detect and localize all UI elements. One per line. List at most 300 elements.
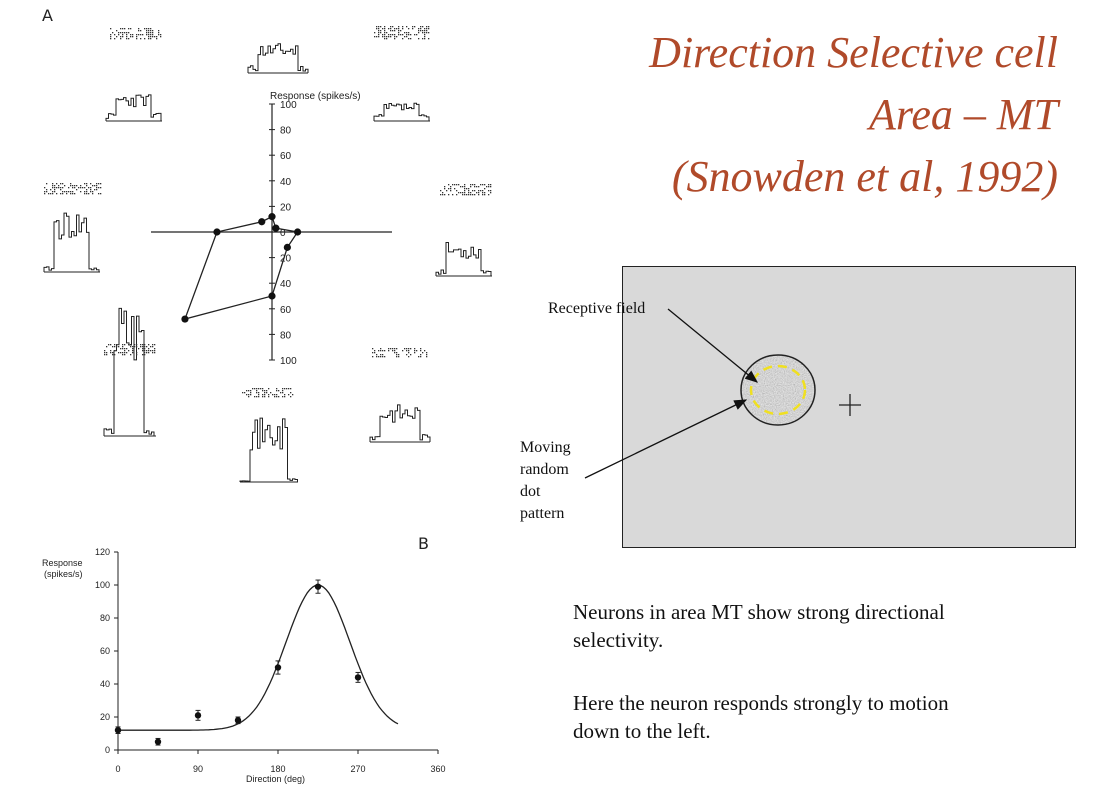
raster-tick [488,184,489,185]
polar-tick-label: 60 [280,151,292,163]
raster-tick [44,193,45,194]
raster-tick [80,191,81,192]
raster-tick [480,190,481,191]
raster-tick [416,350,417,351]
raster-tick [160,34,161,35]
raster-tick [154,348,155,349]
raster-tick [66,191,67,192]
raster-tick [142,346,143,347]
raster-tick [146,30,147,31]
raster-tick [470,184,471,185]
raster-tick [130,344,131,345]
raster-tick [398,30,399,31]
raster-tick [148,36,149,37]
tuning-curve-chart [0,540,470,790]
raster-tick [466,194,467,195]
raster-tick [100,183,101,184]
raster-tick [284,388,285,389]
raster-tick [282,390,283,391]
raster-tick [150,32,151,33]
raster-tick [94,189,95,190]
raster-tick [148,344,149,345]
raster-tick [474,184,475,185]
raster-tick [414,350,415,351]
raster-tick [390,30,391,31]
raster-tick [406,36,407,37]
raster-tick [70,191,71,192]
raster-tick [404,32,405,33]
raster-tick [158,30,159,31]
raster-tick [60,187,61,188]
raster-tick [84,191,85,192]
raster-tick [148,30,149,31]
raster-tick [410,348,411,349]
raster-tick [110,34,111,35]
raster-tick [280,392,281,393]
raster-tick [142,344,143,345]
raster-tick [98,183,99,184]
raster-tick [140,346,141,347]
raster-tick [474,190,475,191]
raster-tick [90,189,91,190]
raster-tick [142,350,143,351]
raster-tick [392,348,393,349]
raster-tick [90,187,91,188]
raster-tick [392,30,393,31]
raster-tick [80,185,81,186]
raster-tick [482,192,483,193]
raster-tick [268,396,269,397]
raster-tick [490,190,491,191]
raster-tick [374,352,375,353]
y-tick-label: 120 [94,547,110,557]
raster-tick [374,36,375,37]
raster-tick [48,193,49,194]
raster-tick [418,32,419,33]
body-line: Here the neuron responds strongly to motion [573,691,949,715]
raster-tick [110,38,111,39]
raster-tick [468,192,469,193]
panel-b-label: B [418,534,429,553]
raster-tick [484,194,485,195]
raster-tick [288,394,289,395]
raster-tick [112,354,113,355]
raster-tick [60,183,61,184]
raster-tick [144,352,145,353]
raster-tick [96,187,97,188]
raster-tick [444,188,445,189]
title-line-1: Direction Selective cell [649,28,1058,77]
raster-tick [474,194,475,195]
moving-label-line: pattern [520,505,565,522]
raster-tick [260,388,261,389]
raster-tick [446,190,447,191]
raster-tick [146,352,147,353]
y-tick-label: 20 [99,712,110,722]
raster-tick [484,188,485,189]
raster-tick [464,186,465,187]
raster-tick [478,194,479,195]
raster-tick [384,36,385,37]
raster-tick [410,38,411,39]
raster-tick [250,390,251,391]
raster-tick [150,346,151,347]
raster-tick [86,185,87,186]
histogram-trace [240,418,298,482]
raster-tick [68,191,69,192]
raster-tick [58,187,59,188]
raster-tick [440,194,441,195]
raster-tick [478,190,479,191]
raster-tick [464,184,465,185]
raster-tick [410,34,411,35]
raster-tick [384,356,385,357]
raster-tick [46,183,47,184]
x-tick-label: 180 [270,764,286,774]
polar-data-point [294,228,301,235]
raster-tick [88,193,89,194]
raster-tick [414,352,415,353]
raster-tick [76,185,77,186]
raster-tick [450,188,451,189]
raster-tick [96,183,97,184]
raster-tick [382,36,383,37]
raster-tick [382,34,383,35]
raster-tick [128,344,129,345]
raster-tick [442,194,443,195]
raster-tick [52,191,53,192]
raster-tick [70,185,71,186]
raster-tick [70,183,71,184]
raster-tick [110,36,111,37]
raster-tick [130,34,131,35]
raster-tick [408,352,409,353]
raster-tick [376,354,377,355]
raster-tick [384,28,385,29]
raster-tick [84,193,85,194]
raster-tick [122,28,123,29]
data-point [275,664,281,670]
histogram-trace [44,213,99,272]
raster-tick [422,32,423,33]
moving-label-line: Moving [520,439,571,456]
raster-tick [478,186,479,187]
raster-tick [62,183,63,184]
raster-tick [86,191,87,192]
polar-tick-label: 40 [280,279,292,291]
title-line-3: (Snowden et al, 1992) [671,152,1058,201]
raster-tick [114,344,115,345]
raster-tick [254,396,255,397]
raster-tick [456,190,457,191]
y-tick-label: 80 [99,613,110,623]
raster-tick [266,390,267,391]
body-line: selectivity. [573,628,664,652]
raster-tick [126,38,127,39]
raster-tick [118,352,119,353]
x-tick-label: 360 [430,764,446,774]
raster-tick [424,38,425,39]
polar-data-point [181,315,188,322]
raster-tick [136,352,137,353]
raster-tick [278,396,279,397]
raster-tick [86,183,87,184]
raster-tick [120,348,121,349]
raster-tick [440,190,441,191]
raster-tick [56,187,57,188]
raster-tick [398,354,399,355]
raster-tick [472,190,473,191]
raster-tick [142,354,143,355]
raster-tick [258,388,259,389]
raster-tick [132,348,133,349]
raster-tick [390,28,391,29]
histogram-trace [370,405,430,442]
polar-tick-label: 20 [280,202,292,214]
raster-tick [408,28,409,29]
raster-tick [394,38,395,39]
raster-tick [124,28,125,29]
raster-tick [122,352,123,353]
raster-tick [372,356,373,357]
raster-tick [254,388,255,389]
raster-tick [422,352,423,353]
raster-tick [140,38,141,39]
raster-tick [380,32,381,33]
raster-tick [444,194,445,195]
raster-tick [86,193,87,194]
raster-tick [126,36,127,37]
polar-data-point [268,213,275,220]
raster-tick [418,28,419,29]
raster-tick [422,26,423,27]
raster-tick [426,356,427,357]
raster-tick [122,348,123,349]
raster-tick [424,34,425,35]
raster-tick [414,348,415,349]
raster-tick [400,34,401,35]
raster-tick [426,352,427,353]
moving-label-line: random [520,461,569,478]
raster-tick [52,183,53,184]
raster-tick [76,189,77,190]
raster-tick [250,394,251,395]
raster-tick [96,185,97,186]
x-axis-label: Direction (deg) [246,774,306,784]
raster-tick [258,392,259,393]
raster-tick [148,34,149,35]
raster-tick [378,36,379,37]
raster-tick [160,36,161,37]
raster-tick [124,344,125,345]
raster-tick [482,190,483,191]
raster-tick [52,185,53,186]
gaussian-fit-line [118,585,398,730]
raster-tick [414,34,415,35]
y-axis-label-line1: Response [42,558,83,568]
raster-tick [144,28,145,29]
raster-tick [130,346,131,347]
raster-tick [246,390,247,391]
raster-tick [470,194,471,195]
raster-tick [154,344,155,345]
raster-tick [450,186,451,187]
raster-tick [480,184,481,185]
raster-tick [56,193,57,194]
raster-tick [380,30,381,31]
raster-tick [74,193,75,194]
raster-tick [380,350,381,351]
raster-tick [420,28,421,29]
raster-tick [392,26,393,27]
raster-tick [150,36,151,37]
raster-tick [482,184,483,185]
slide-title [649,22,1058,208]
raster-tick [382,354,383,355]
raster-tick [378,32,379,33]
raster-tick [418,38,419,39]
raster-tick [72,185,73,186]
raster-tick [58,185,59,186]
raster-tick [426,354,427,355]
raster-tick [464,194,465,195]
raster-tick [290,388,291,389]
raster-tick [420,354,421,355]
body-line: Neurons in area MT show strong directional [573,600,945,624]
polar-tick-label: 20 [280,253,292,265]
raster-tick [418,356,419,357]
x-tick-label: 90 [192,764,204,774]
raster-tick [448,188,449,189]
histogram-trace [248,44,308,73]
receptive-field-label: Receptive field [548,300,646,317]
raster-tick [392,34,393,35]
raster-tick [424,350,425,351]
polar-tick-label: 100 [280,356,297,367]
raster-tick [252,388,253,389]
raster-tick [128,28,129,29]
raster-tick [126,348,127,349]
raster-tick [142,34,143,35]
raster-tick [422,38,423,39]
raster-tick [396,352,397,353]
moving-label-line: dot [520,483,541,500]
raster-tick [152,344,153,345]
raster-tick [284,394,285,395]
raster-tick [388,34,389,35]
raster-tick [104,352,105,353]
histogram-trace [374,103,429,121]
raster-tick [442,192,443,193]
raster-tick [428,38,429,39]
raster-tick [408,38,409,39]
raster-tick [92,191,93,192]
raster-tick [136,354,137,355]
receptive-field-arrow [668,309,757,382]
raster-tick [136,344,137,345]
raster-tick [130,354,131,355]
raster-tick [242,392,243,393]
raster-tick [114,346,115,347]
raster-tick [152,30,153,31]
raster-tick [456,194,457,195]
raster-tick [114,350,115,351]
raster-tick [90,191,91,192]
raster-tick [468,190,469,191]
raster-tick [464,188,465,189]
raster-tick [408,348,409,349]
raster-tick [126,34,127,35]
raster-tick [114,354,115,355]
polar-plot [0,0,540,500]
raster-tick [402,38,403,39]
raster-tick [448,194,449,195]
raster-tick [454,184,455,185]
raster-tick [152,350,153,351]
raster-tick [100,187,101,188]
raster-tick [488,190,489,191]
raster-tick [274,394,275,395]
raster-tick [402,350,403,351]
raster-tick [422,30,423,31]
raster-tick [378,34,379,35]
raster-tick [482,194,483,195]
raster-tick [72,193,73,194]
raster-tick [394,34,395,35]
raster-tick [376,36,377,37]
raster-tick [476,192,477,193]
raster-tick [378,26,379,27]
raster-tick [118,34,119,35]
raster-tick [110,350,111,351]
raster-tick [384,26,385,27]
raster-tick [120,38,121,39]
polar-data-point [258,218,265,225]
raster-tick [394,30,395,31]
raster-tick [136,34,137,35]
raster-tick [456,184,457,185]
raster-tick [378,28,379,29]
raster-tick [444,186,445,187]
raster-tick [394,348,395,349]
raster-tick [256,390,257,391]
data-point [235,717,241,723]
raster-tick [128,32,129,33]
raster-tick [276,396,277,397]
raster-tick [152,352,153,353]
data-point [115,727,121,733]
raster-tick [144,348,145,349]
raster-tick [428,28,429,29]
raster-tick [486,186,487,187]
raster-tick [148,348,149,349]
raster-tick [132,352,133,353]
raster-tick [394,36,395,37]
raster-tick [150,350,151,351]
raster-tick [408,356,409,357]
raster-tick [154,36,155,37]
raster-tick [84,183,85,184]
raster-tick [138,30,139,31]
raster-tick [270,392,271,393]
raster-tick [126,352,127,353]
raster-tick [464,190,465,191]
raster-tick [488,194,489,195]
raster-tick [390,348,391,349]
raster-tick [458,184,459,185]
raster-tick [136,36,137,37]
raster-tick [132,36,133,37]
